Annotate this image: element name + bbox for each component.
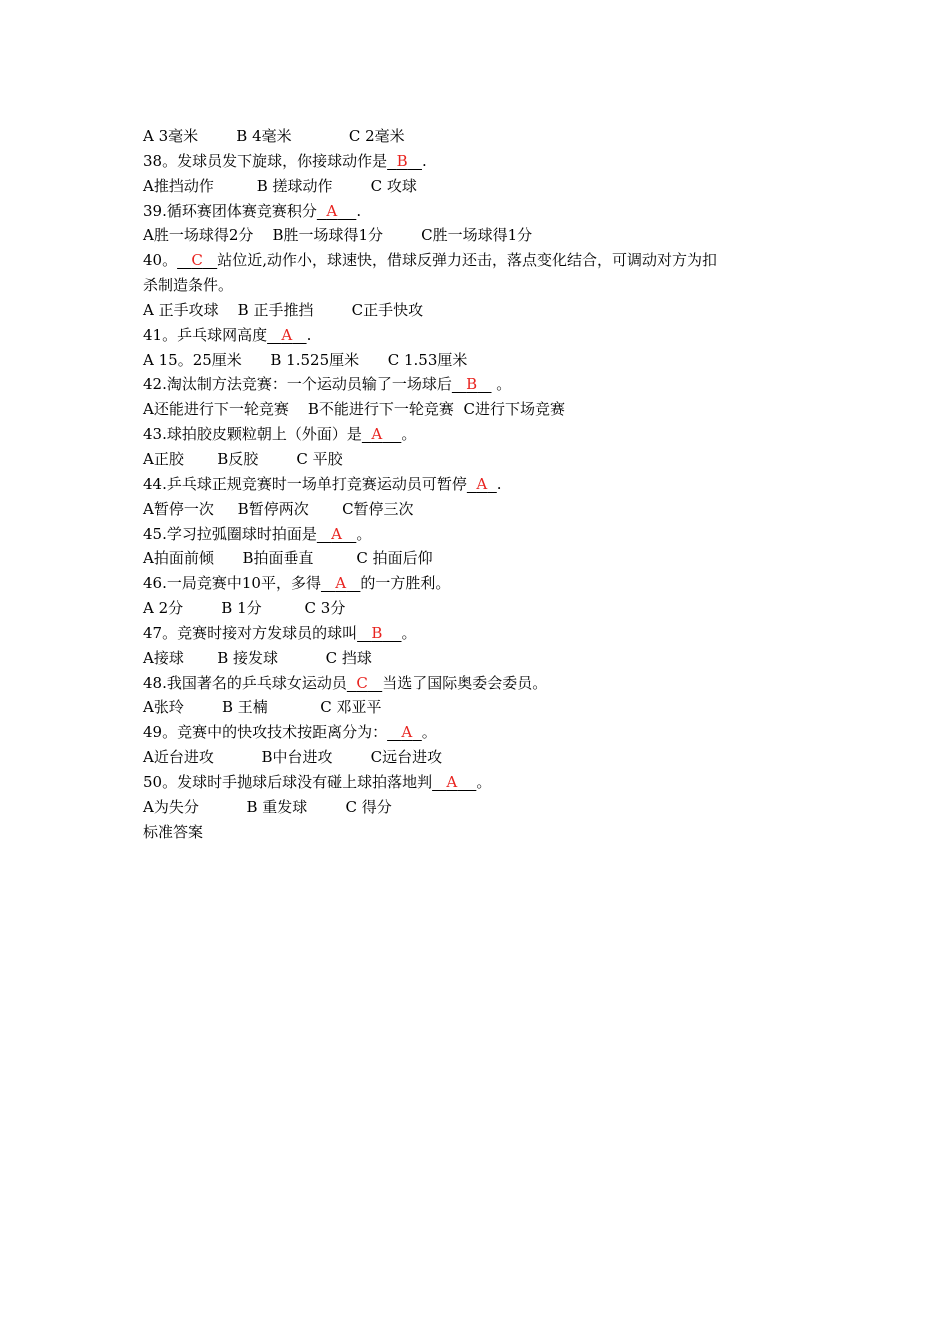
answer-letter: A [331, 524, 343, 543]
question-line [143, 671, 823, 696]
options-line: A张玲 B 王楠 C 邓亚平 [143, 698, 382, 717]
question-text: 41。乒乓球网高度 [143, 325, 268, 344]
options-line: A胜一场球得2分 B胜一场球得1分 C胜一场球得1分 [143, 226, 533, 245]
blank-padding [457, 773, 476, 791]
answer-blank [357, 624, 401, 642]
text-line: 标准答案 [143, 822, 204, 841]
question-text: 49。竞赛中的快攻技术按距离分为： [143, 723, 388, 742]
answer-letter: A [476, 474, 488, 493]
question-text-after: 。 [356, 524, 372, 543]
blank-padding [346, 574, 360, 592]
answer-blank [317, 202, 356, 220]
answer-blank [467, 475, 497, 493]
question-text: 38。发球员发下旋球，你接球动作是 [143, 151, 388, 170]
question-text-after: . [356, 201, 362, 220]
blank-padding [317, 525, 331, 543]
document-page [143, 124, 823, 844]
question-text-after: 。 [401, 425, 417, 444]
answer-blank [321, 574, 360, 592]
answer-letter: A [335, 574, 347, 593]
question-text-after: 的一方胜利。 [360, 574, 451, 593]
answer-blank [347, 674, 382, 692]
question-text-after: . [496, 474, 502, 493]
blank-padding [347, 674, 357, 692]
options-line: A近台进攻 B中台进攻 C远台进攻 [143, 748, 443, 767]
answer-letter: A [401, 723, 413, 742]
answer-blank [317, 525, 356, 543]
blank-padding [342, 525, 356, 543]
answer-letter: B [466, 375, 478, 394]
question-line [143, 422, 823, 447]
question-line [143, 621, 823, 646]
blank-padding [368, 674, 382, 692]
question-text: 45.学习拉弧圈球时拍面是 [143, 524, 317, 543]
question-line [143, 571, 823, 596]
blank-padding [387, 152, 397, 170]
answer-letter: A [371, 425, 383, 444]
question-text-after: 。 [421, 723, 437, 742]
question-line [143, 199, 823, 224]
options-line: A拍面前倾 B拍面垂直 C 拍面后仰 [143, 549, 433, 568]
blank-padding [487, 475, 497, 493]
question-text-after: 。 [491, 375, 512, 394]
question-line [143, 323, 823, 348]
answer-blank [267, 326, 306, 344]
question-text: 47。竞赛时接对方发球员的球叫 [143, 623, 358, 642]
answer-blank [432, 773, 476, 791]
question-line [143, 720, 823, 745]
question-text-after: 。 [476, 772, 492, 791]
blank-padding [452, 375, 466, 393]
question-text: 43.球拍胶皮颗粒朝上（外面）是 [143, 425, 362, 444]
options-line: A 正手攻球 B 正手推挡 C正手快攻 [143, 300, 424, 319]
blank-padding [477, 375, 491, 393]
question-text-after: 当选了国际奥委会委员。 [382, 673, 548, 692]
answer-blank [362, 425, 401, 443]
question-text-after: . [421, 151, 427, 170]
answer-letter: A [281, 325, 293, 344]
answer-letter: B [371, 623, 383, 642]
blank-padding [382, 425, 401, 443]
blank-padding [292, 326, 306, 344]
text-line: 杀制造条件。 [143, 276, 234, 295]
question-text: 48.我国著名的乒乓球女运动员 [143, 673, 347, 692]
question-text-after: . [306, 325, 312, 344]
question-text: 40。 [143, 251, 178, 270]
answer-blank [387, 723, 422, 741]
options-line: A推挡动作 B 搓球动作 C 攻球 [143, 176, 417, 195]
answer-letter: B [396, 151, 408, 170]
options-line: A还能进行下一轮竞赛 B不能进行下一轮竞赛 C进行下场竞赛 [143, 400, 565, 419]
question-text: 39.循环赛团体赛竞赛积分 [143, 201, 317, 220]
options-line: A 3毫米 B 4毫米 C 2毫米 [143, 127, 405, 145]
blank-padding [432, 773, 446, 791]
options-line: A正胶 B反胶 C 平胶 [143, 449, 343, 468]
blank-padding [177, 251, 191, 269]
answer-letter: C [356, 673, 368, 692]
question-text: 50。发球时手抛球后球没有碰上球拍落地判 [143, 772, 433, 791]
options-line: A 2分 B 1分 C 3分 [143, 599, 346, 618]
blank-padding [317, 202, 327, 220]
options-line: A接球 B 接发球 C 挡球 [143, 648, 372, 667]
blank-padding [357, 624, 371, 642]
blank-padding [467, 475, 477, 493]
question-text-after: 站位近,动作小，球速快，借球反弹力还击，落点变化结合，可调动对方为扣 [217, 251, 717, 270]
question-line [143, 248, 823, 273]
options-line: A暂停一次 B暂停两次 C暂停三次 [143, 499, 414, 518]
blank-padding [337, 202, 356, 220]
answer-letter: A [326, 201, 338, 220]
question-text-after: 。 [401, 623, 417, 642]
question-text: 44.乒乓球正规竞赛时一场单打竞赛运动员可暂停 [143, 474, 467, 493]
blank-padding [412, 723, 422, 741]
question-text: 42.淘汰制方法竞赛：一个运动员输了一场球后 [143, 375, 452, 394]
blank-padding [203, 251, 217, 269]
blank-padding [267, 326, 281, 344]
question-line [143, 372, 823, 397]
blank-padding [408, 152, 422, 170]
answer-blank [177, 251, 217, 269]
answer-blank [387, 152, 422, 170]
answer-blank [452, 375, 492, 393]
question-line [143, 472, 823, 497]
options-line: A 15。25厘米 B 1.525厘米 C 1.53厘米 [143, 350, 468, 369]
answer-letter: A [446, 772, 458, 791]
blank-padding [362, 425, 372, 443]
answer-letter: C [191, 251, 203, 270]
question-line [143, 522, 823, 547]
blank-padding [321, 574, 335, 592]
options-line: A为失分 B 重发球 C 得分 [143, 797, 392, 816]
blank-padding [387, 723, 401, 741]
question-line [143, 770, 823, 795]
question-text: 46.一局竞赛中10平，多得 [143, 574, 321, 593]
blank-padding [382, 624, 401, 642]
question-line [143, 149, 823, 174]
